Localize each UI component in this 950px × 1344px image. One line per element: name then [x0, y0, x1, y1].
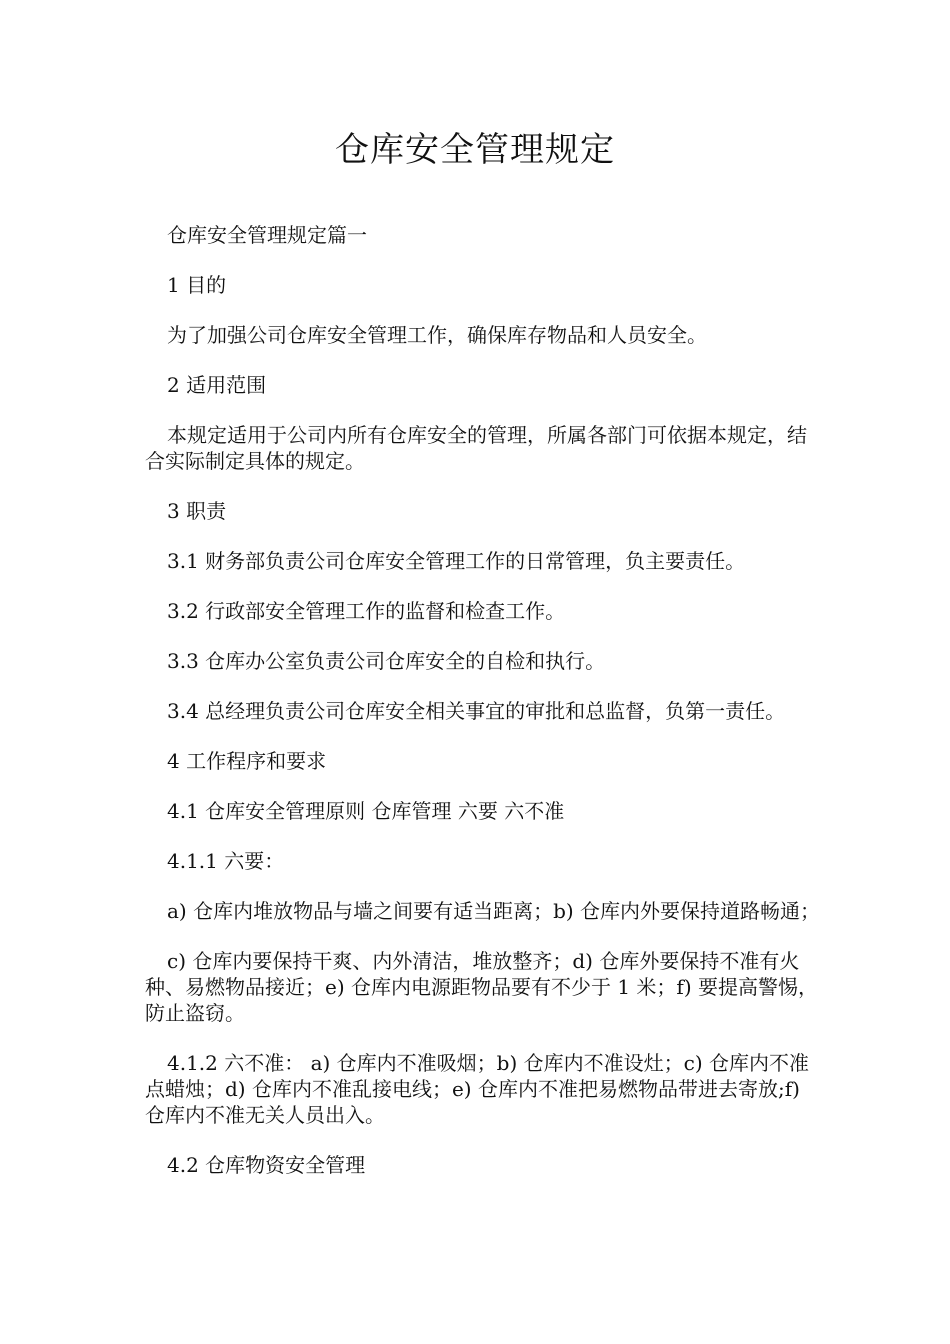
paragraph-six-musts-heading: 4.1.1 六要：	[167, 849, 285, 873]
paragraph-principle-4-1: 4.1 仓库安全管理原则 仓库管理 六要 六不准	[167, 799, 565, 823]
document-body	[145, 222, 825, 1202]
document-title: 仓库安全管理规定	[335, 130, 615, 170]
paragraph-six-musts-cf: c) 仓库内要保持干爽、内外清洁，堆放整齐；d) 仓库外要保持不准有火种、易燃物品接近；e) 仓库内电源距物品要有不少于 1 米；f) 要提高警惕，防止盗窃。	[145, 949, 818, 1025]
paragraph-material-safety-heading: 4.2 仓库物资安全管理	[167, 1153, 366, 1177]
section-heading-scope: 2 适用范围	[167, 373, 267, 397]
section-heading-duties: 3 职责	[167, 499, 227, 523]
paragraph-duty-3-3: 3.3 仓库办公室负责公司仓库安全的自检和执行。	[167, 649, 606, 673]
paragraph-scope: 本规定适用于公司内所有仓库安全的管理，所属各部门可依据本规定，结合实际制定具体的规定。	[145, 423, 807, 473]
paragraph-duty-3-2: 3.2 行政部安全管理工作的监督和检查工作。	[167, 599, 566, 623]
paragraph-purpose: 为了加强公司仓库安全管理工作，确保库存物品和人员安全。	[167, 323, 707, 347]
section-heading-purpose: 1 目的	[167, 273, 227, 297]
section-heading-part-one: 仓库安全管理规定篇一	[167, 223, 367, 247]
paragraph-duty-3-1: 3.1 财务部负责公司仓库安全管理工作的日常管理，负主要责任。	[167, 549, 746, 573]
paragraph-six-musts-ab: a) 仓库内堆放物品与墙之间要有适当距离；b) 仓库内外要保持道路畅通；	[167, 899, 821, 923]
paragraph-duty-3-4: 3.4 总经理负责公司仓库安全相关事宜的审批和总监督，负第一责任。	[167, 699, 786, 723]
paragraph-six-prohibitions: 4.1.2 六不准： a) 仓库内不准吸烟；b) 仓库内不准设灶；c) 仓库内不准点蜡烛；d) 仓库内不准乱接电线；e) 仓库内不准把易燃物品带进去寄放;f) 仓库内不准无关人员出入。	[145, 1051, 810, 1127]
section-heading-procedures: 4 工作程序和要求	[167, 749, 327, 773]
